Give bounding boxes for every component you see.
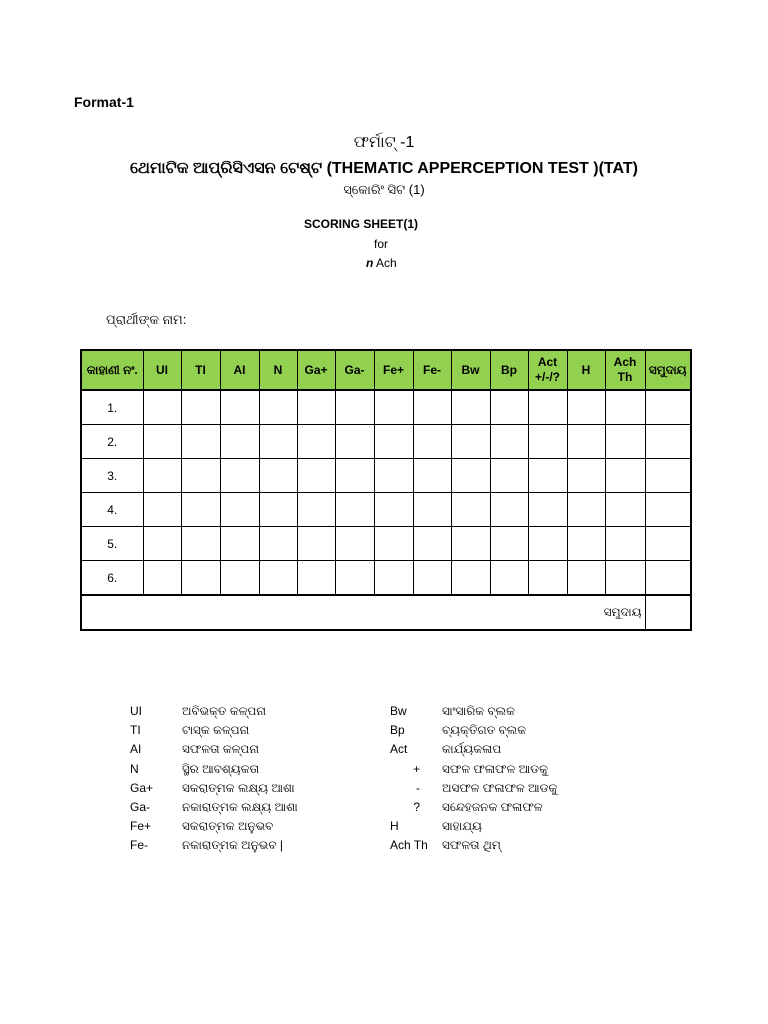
legend-value: ସ୍ଥିର ଆବଶ୍ୟକତା <box>182 761 260 776</box>
score-cell[interactable] <box>181 561 220 596</box>
legend-key: UI <box>130 704 142 718</box>
table-header-cell: କାହାଣୀ ନଂ. <box>81 350 143 390</box>
legend-value: କାର୍ଯ୍ୟକଳାପ <box>442 742 502 757</box>
legend-item <box>130 702 298 721</box>
score-cell[interactable] <box>490 493 528 527</box>
legend-value: ସନ୍ଦେହଜନକ ଫଳାଫଳ <box>442 799 543 814</box>
score-cell[interactable] <box>297 425 335 459</box>
table-header-cell: UI <box>143 350 181 390</box>
table-header-cell: N <box>259 350 297 390</box>
legend-item <box>390 817 557 836</box>
score-cell[interactable] <box>605 390 645 425</box>
score-cell[interactable] <box>413 561 451 596</box>
legend-value: ଅବିଭକ୍ତ କଳ୍ପନା <box>182 704 267 718</box>
score-cell[interactable] <box>567 561 605 596</box>
table-header-cell: Ach Th <box>605 350 645 390</box>
score-cell[interactable] <box>143 425 181 459</box>
score-cell[interactable] <box>181 459 220 493</box>
nach-rest: Ach <box>373 256 397 270</box>
total-row <box>81 595 691 630</box>
score-cell[interactable] <box>528 425 567 459</box>
table-header-cell: Act +/-/? <box>528 350 567 390</box>
legend-item <box>390 721 557 740</box>
table-header-cell: Ga- <box>335 350 374 390</box>
nach-n: n <box>366 256 374 270</box>
scoring-sheet-heading: SCORING SHEET(1) <box>304 217 419 231</box>
legend-item <box>390 779 557 798</box>
score-cell[interactable] <box>220 561 259 596</box>
table-row <box>81 390 691 425</box>
story-number-cell: 6. <box>81 561 143 596</box>
score-cell[interactable] <box>605 425 645 459</box>
legend-item <box>130 760 298 779</box>
legend-value: ନକାରାତ୍ମକ ଲକ୍ଷ୍ୟ ଆଶା <box>182 799 298 814</box>
legend-item <box>130 721 298 740</box>
score-cell[interactable] <box>181 390 220 425</box>
score-cell[interactable] <box>259 390 297 425</box>
score-cell[interactable] <box>374 459 413 493</box>
score-cell[interactable] <box>451 527 490 561</box>
legend-value: ଅସଫଳ ଫଳାଫଳ ଆଡକୁ <box>442 780 558 795</box>
scoring-sheet-subtitle-odia: ସ୍କୋରିଂ ସିଟ (1) <box>343 182 425 197</box>
legend-value: ବ୍ୟକ୍ତିଗତ ବ୍ଲକ <box>442 723 527 738</box>
score-cell[interactable] <box>567 459 605 493</box>
score-cell[interactable] <box>451 561 490 596</box>
score-cell[interactable] <box>335 493 374 527</box>
score-cell[interactable] <box>259 493 297 527</box>
score-cell[interactable] <box>413 390 451 425</box>
score-cell[interactable] <box>645 561 691 596</box>
legend-value: ଟାସ୍କ କଳ୍ପନା <box>182 723 250 738</box>
legend-key: H <box>390 819 399 834</box>
score-cell[interactable] <box>220 459 259 493</box>
legend-value: ସାଂସାରିକ ବ୍ଲକ <box>442 704 515 718</box>
table-header-cell: AI <box>220 350 259 390</box>
table-header-cell: H <box>567 350 605 390</box>
format-label: Format-1 <box>74 94 134 110</box>
legend-value: ସଫଳତା କଳ୍ପନା <box>182 742 260 757</box>
table-header-cell: Ga+ <box>297 350 335 390</box>
score-cell[interactable] <box>528 493 567 527</box>
score-cell[interactable] <box>181 493 220 527</box>
legend-item <box>390 740 557 759</box>
score-cell[interactable] <box>297 561 335 596</box>
legend-item <box>390 702 557 721</box>
score-cell[interactable] <box>143 459 181 493</box>
score-cell[interactable] <box>567 390 605 425</box>
table-header-cell: TI <box>181 350 220 390</box>
legend-key: Act <box>390 742 408 757</box>
page-title: ଥେମାଟିକ ଆପ୍ରିସିଏସନ ଟେଷ୍ଟ (THEMATIC APPERCEPTION TEST )(TAT) <box>130 160 638 177</box>
score-cell[interactable] <box>567 493 605 527</box>
scoring-table <box>80 349 692 631</box>
score-cell[interactable] <box>143 390 181 425</box>
score-cell[interactable] <box>645 527 691 561</box>
score-cell[interactable] <box>335 425 374 459</box>
legend-value: ସକରାତ୍ମକ ଲକ୍ଷ୍ୟ ଆଶା <box>182 780 295 795</box>
legend-left <box>130 702 298 856</box>
score-cell[interactable] <box>143 493 181 527</box>
score-cell[interactable] <box>413 527 451 561</box>
score-cell[interactable] <box>220 527 259 561</box>
score-cell[interactable] <box>605 493 645 527</box>
legend-item <box>390 760 557 779</box>
legend-key: N <box>130 761 139 776</box>
score-cell[interactable] <box>374 493 413 527</box>
score-cell[interactable] <box>528 459 567 493</box>
legend-value: ସାହାଯ୍ୟ <box>442 819 482 834</box>
legend-key: Bp <box>390 723 405 738</box>
score-cell[interactable] <box>374 527 413 561</box>
grand-total-cell[interactable] <box>645 595 691 630</box>
story-number-cell: 3. <box>81 459 143 493</box>
legend-key: Ach Th <box>390 838 428 853</box>
score-cell[interactable] <box>143 527 181 561</box>
legend-item <box>130 836 298 855</box>
legend-item <box>390 798 557 817</box>
legend-key: TI <box>130 723 141 738</box>
score-cell[interactable] <box>181 425 220 459</box>
score-cell[interactable] <box>220 493 259 527</box>
score-cell[interactable] <box>374 561 413 596</box>
legend-key: Bw <box>390 704 407 718</box>
score-cell[interactable] <box>297 493 335 527</box>
score-cell[interactable] <box>335 459 374 493</box>
score-cell[interactable] <box>490 527 528 561</box>
table-header-cell: Fe- <box>413 350 451 390</box>
score-cell[interactable] <box>645 390 691 425</box>
legend-key: Ga+ <box>130 780 154 795</box>
score-cell[interactable] <box>374 390 413 425</box>
score-cell[interactable] <box>413 425 451 459</box>
story-number-cell: 2. <box>81 425 143 459</box>
story-number-cell: 1. <box>81 390 143 425</box>
legend-key: Ga- <box>130 799 151 814</box>
score-cell[interactable] <box>645 459 691 493</box>
legend-key: ? <box>413 799 420 814</box>
table-row <box>81 425 691 459</box>
score-cell[interactable] <box>374 425 413 459</box>
table-row <box>81 493 691 527</box>
legend-item <box>130 740 298 759</box>
score-cell[interactable] <box>451 390 490 425</box>
score-cell[interactable] <box>645 425 691 459</box>
table-row <box>81 561 691 596</box>
score-cell[interactable] <box>528 390 567 425</box>
table-header-cell: Fe+ <box>374 350 413 390</box>
story-number-cell: 4. <box>81 493 143 527</box>
total-label: ସମୁଦାୟ <box>81 595 645 630</box>
legend-value: ସଫଳତା ଥିମ୍ <box>442 838 501 853</box>
score-cell[interactable] <box>143 561 181 596</box>
score-cell[interactable] <box>220 390 259 425</box>
score-cell[interactable] <box>528 561 567 596</box>
score-cell[interactable] <box>413 493 451 527</box>
score-cell[interactable] <box>413 459 451 493</box>
score-cell[interactable] <box>335 390 374 425</box>
legend-key: Fe+ <box>130 819 152 834</box>
table-header-row <box>81 350 691 390</box>
legend-item <box>130 779 298 798</box>
candidate-name-label: ପ୍ରାର୍ଥୀଙ୍କ ନାମ: <box>106 312 187 327</box>
score-cell[interactable] <box>297 527 335 561</box>
table-row <box>81 459 691 493</box>
score-cell[interactable] <box>335 561 374 596</box>
score-cell[interactable] <box>490 390 528 425</box>
score-cell[interactable] <box>490 425 528 459</box>
story-number-cell: 5. <box>81 527 143 561</box>
score-cell[interactable] <box>605 561 645 596</box>
legend-value: ନକାରାତ୍ମକ ଅନୁଭବ | <box>182 838 283 853</box>
score-cell[interactable] <box>451 493 490 527</box>
score-cell[interactable] <box>490 459 528 493</box>
score-cell[interactable] <box>220 425 259 459</box>
scoring-for-label: for <box>374 237 389 251</box>
score-cell[interactable] <box>259 561 297 596</box>
legend-value: ସକରାତ୍ମକ ଅନୁଭବ <box>182 819 274 834</box>
legend-key: Fe- <box>130 838 148 853</box>
score-cell[interactable] <box>335 527 374 561</box>
score-cell[interactable] <box>605 459 645 493</box>
table-header-cell: Bw <box>451 350 490 390</box>
score-cell[interactable] <box>451 425 490 459</box>
score-cell[interactable] <box>567 527 605 561</box>
scoring-nach-label <box>366 256 397 270</box>
format-title-odia: ଫର୍ମାଟ୍ -1 <box>353 134 415 151</box>
legend-key: + <box>412 761 420 776</box>
score-cell[interactable] <box>181 527 220 561</box>
legend-item <box>130 817 298 836</box>
score-cell[interactable] <box>451 459 490 493</box>
table-header-cell: Bp <box>490 350 528 390</box>
score-cell[interactable] <box>259 459 297 493</box>
score-cell[interactable] <box>297 390 335 425</box>
legend-key: AI <box>130 742 142 757</box>
legend-value: ସଫଳ ଫଳାଫଳ ଆଡକୁ <box>442 761 548 776</box>
table-header-cell: ସମୁଦାୟ <box>645 350 691 390</box>
score-cell[interactable] <box>259 425 297 459</box>
score-cell[interactable] <box>567 425 605 459</box>
score-cell[interactable] <box>259 527 297 561</box>
score-cell[interactable] <box>605 527 645 561</box>
score-cell[interactable] <box>297 459 335 493</box>
table-body <box>81 390 691 630</box>
score-cell[interactable] <box>528 527 567 561</box>
legend-right <box>390 702 557 856</box>
legend-item <box>130 798 298 817</box>
legend-item <box>390 836 557 855</box>
score-cell[interactable] <box>490 561 528 596</box>
score-cell[interactable] <box>645 493 691 527</box>
legend-key: - <box>416 780 420 795</box>
table-row <box>81 527 691 561</box>
